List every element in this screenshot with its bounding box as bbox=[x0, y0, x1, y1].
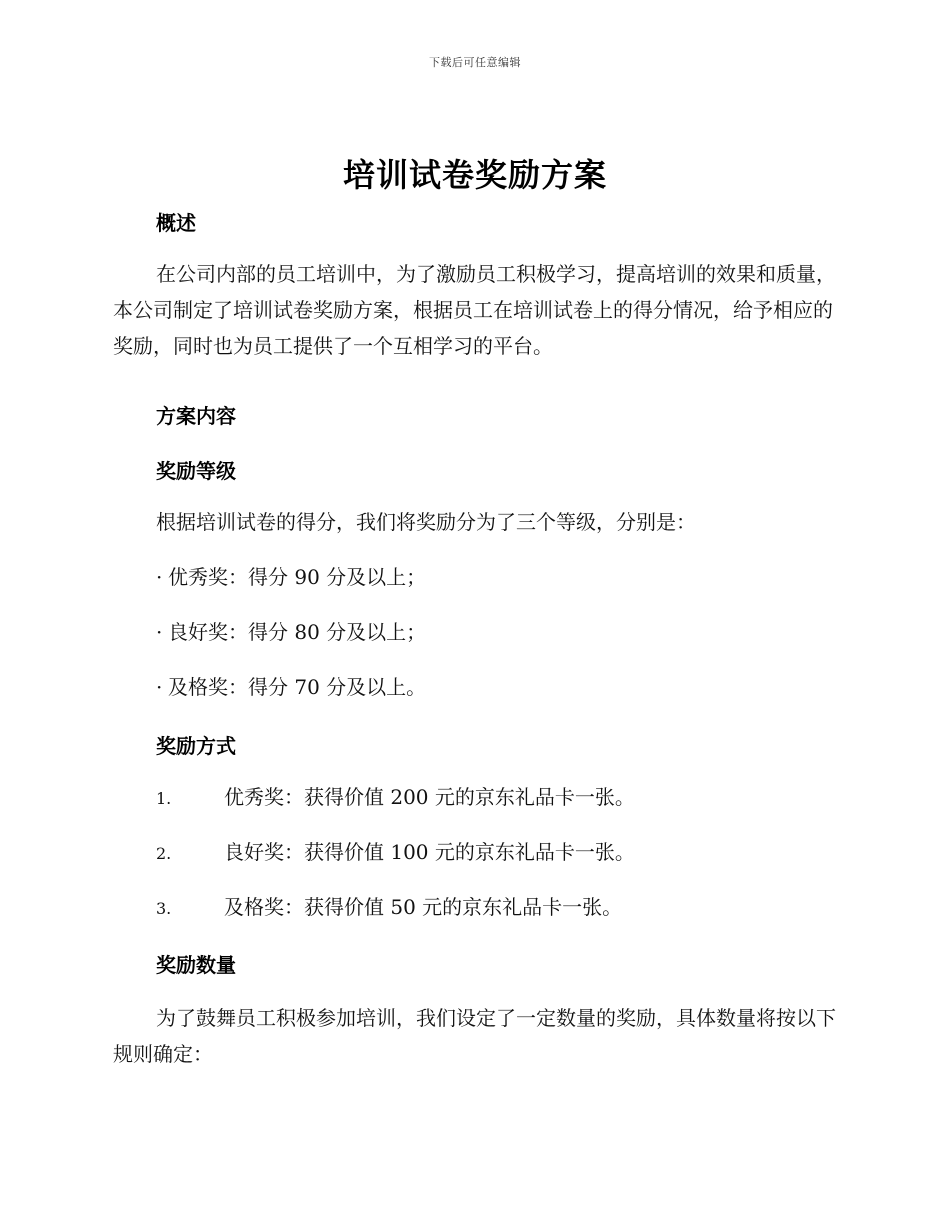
method-text: 及格奖：获得价值 50 元的京东礼品卡一张。 bbox=[224, 895, 623, 919]
level-item bbox=[156, 673, 426, 701]
bullet-dot: · bbox=[156, 565, 163, 589]
bullet-dot: · bbox=[156, 675, 163, 699]
method-item bbox=[156, 783, 635, 813]
quantity-paragraph: 为了鼓舞员工积极参加培训，我们设定了一定数量的奖励，具体数量将按以下规则确定： bbox=[113, 1006, 836, 1066]
method-number: 2. bbox=[156, 844, 172, 863]
quantity-heading: 奖励数量 bbox=[156, 953, 236, 977]
level-item-text: 及格奖：得分 70 分及以上。 bbox=[168, 675, 427, 699]
document-title: 培训试卷奖励方案 bbox=[342, 156, 607, 194]
level-item-text: 优秀奖：得分 90 分及以上； bbox=[168, 565, 427, 589]
level-item-text: 良好奖：得分 80 分及以上； bbox=[168, 620, 427, 644]
method-number: 1. bbox=[156, 789, 172, 808]
method-item bbox=[156, 893, 622, 923]
bullet-dot: · bbox=[156, 620, 163, 644]
method-text: 良好奖：获得价值 100 元的京东礼品卡一张。 bbox=[224, 840, 635, 864]
method-text: 优秀奖：获得价值 200 元的京东礼品卡一张。 bbox=[224, 785, 635, 809]
methods-heading: 奖励方式 bbox=[156, 734, 236, 758]
overview-paragraph: 在公司内部的员工培训中，为了激励员工积极学习，提高培训的效果和质量，本公司制定了培训试卷奖励方案，根据员工在培训试卷上的得分情况，给予相应的奖励，同时也为员工提供了一个互相学习的平台。 bbox=[113, 262, 836, 358]
method-number: 3. bbox=[156, 899, 172, 918]
levels-intro: 根据培训试卷的得分，我们将奖励分为了三个等级，分别是： bbox=[156, 510, 696, 534]
method-item bbox=[156, 838, 635, 868]
level-item bbox=[156, 618, 426, 646]
level-item bbox=[156, 563, 426, 591]
plan-heading: 方案内容 bbox=[156, 404, 236, 428]
levels-heading: 奖励等级 bbox=[156, 459, 236, 483]
overview-heading: 概述 bbox=[156, 211, 196, 235]
header-note: 下载后可任意编辑 bbox=[429, 56, 521, 69]
